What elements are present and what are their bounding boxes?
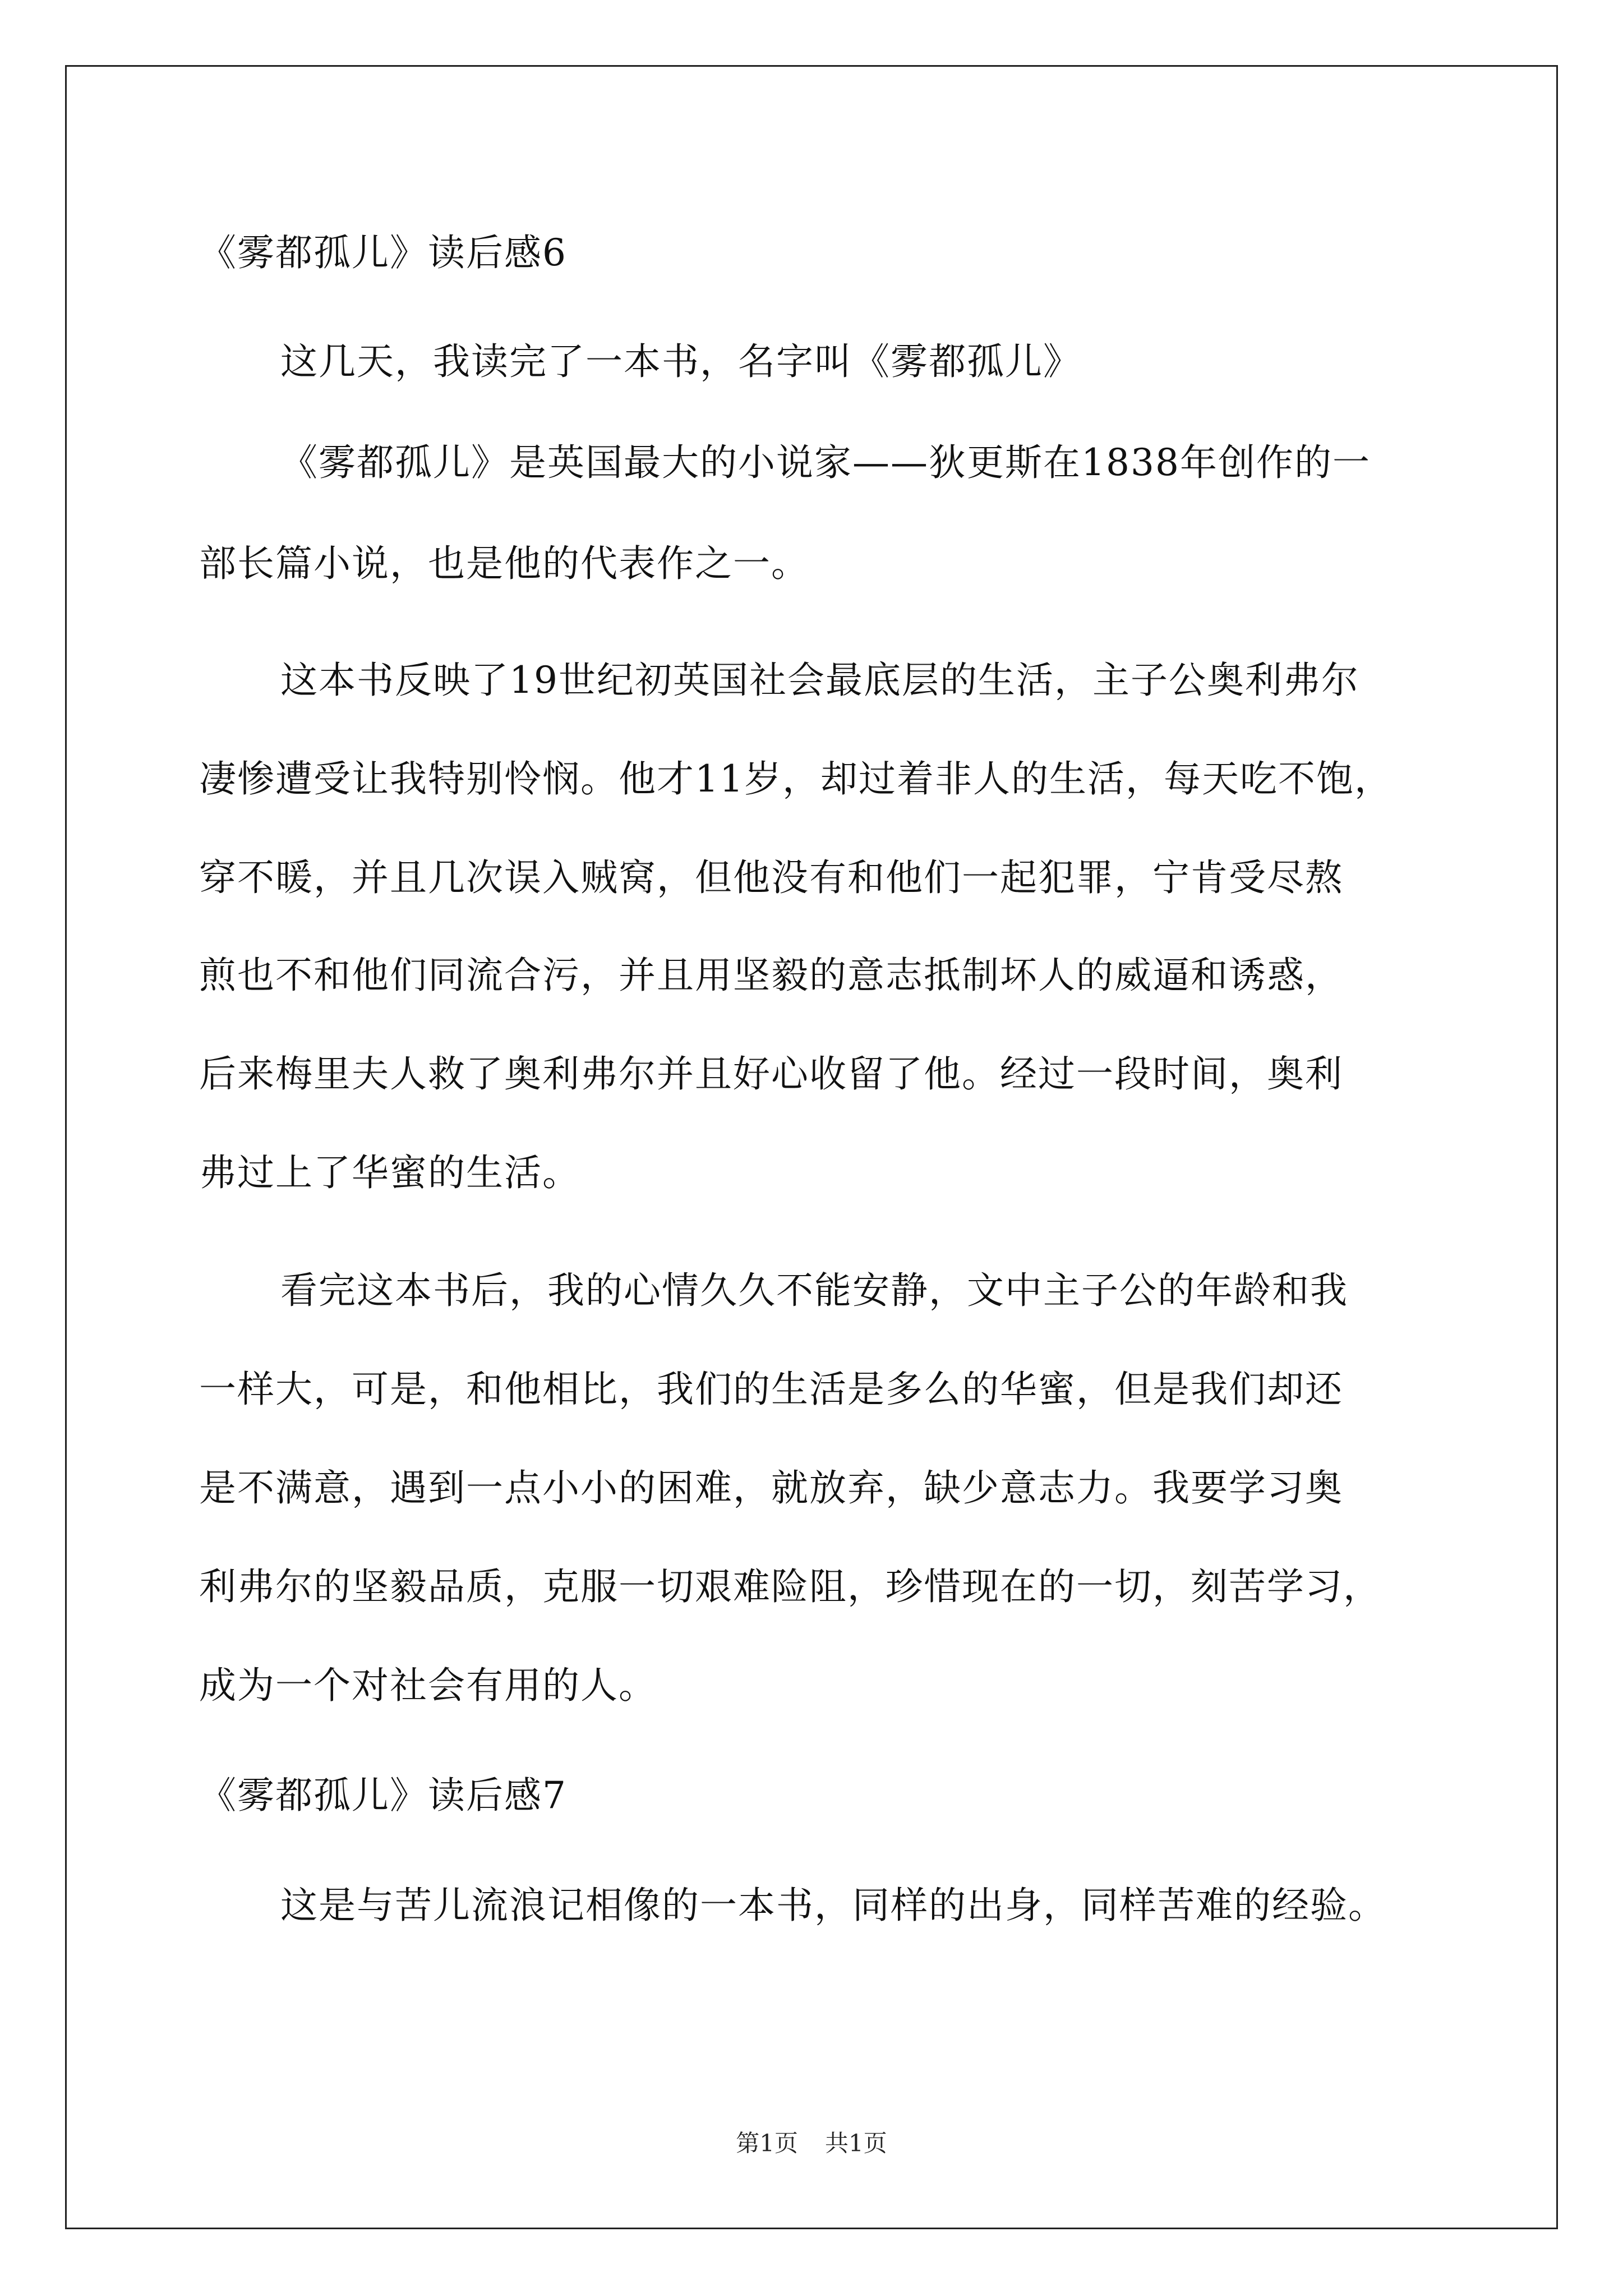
paragraph-line: 成为一个对社会有用的人。	[199, 1664, 657, 1707]
heading-review-7: 《雾都孤儿》读后感7	[199, 1774, 567, 1817]
paragraph-line: 这是与苦儿流浪记相像的一本书，同样的出身，同样苦难的经验。	[280, 1884, 1386, 1927]
paragraph-line: 这本书反映了19世纪初英国社会最底层的生活，主子公奥利弗尔	[280, 659, 1359, 702]
paragraph-line: 利弗尔的坚毅品质，克服一切艰难险阻，珍惜现在的一切，刻苦学习，	[199, 1565, 1381, 1608]
paragraph-line: 部长篇小说，也是他的代表作之一。	[199, 542, 809, 585]
paragraph-line: 煎也不和他们同流合污，并且用坚毅的意志抵制坏人的威逼和诱惑，	[199, 954, 1343, 997]
page-number: 第1页	[736, 2129, 798, 2157]
paragraph-line: 《雾都孤儿》是英国最大的小说家——狄更斯在1838年创作的一	[280, 441, 1371, 484]
page-total: 共1页	[825, 2129, 887, 2157]
paragraph-line: 看完这本书后，我的心情久久不能安静，文中主子公的年龄和我	[280, 1269, 1348, 1312]
heading-review-6: 《雾都孤儿》读后感6	[199, 231, 567, 274]
paragraph-line: 后来梅里夫人救了奥利弗尔并且好心收留了他。经过一段时间，奥利	[199, 1052, 1343, 1096]
page-footer	[0, 2129, 1623, 2157]
paragraph-line: 弗过上了华蜜的生活。	[199, 1151, 580, 1194]
paragraph-line: 一样大，可是，和他相比，我们的生活是多么的华蜜，但是我们却还	[199, 1368, 1343, 1411]
paragraph-line: 这几天，我读完了一本书，名字叫《雾都孤儿》	[280, 340, 1081, 383]
paragraph-line: 凄惨遭受让我特别怜悯。他才11岁，却过着非人的生活，每天吃不饱，	[199, 757, 1393, 800]
paragraph-line: 是不满意，遇到一点小小的困难，就放弃，缺少意志力。我要学习奥	[199, 1466, 1343, 1510]
paragraph-line: 穿不暖，并且几次误入贼窝，但他没有和他们一起犯罪，宁肯受尽熬	[199, 856, 1343, 899]
